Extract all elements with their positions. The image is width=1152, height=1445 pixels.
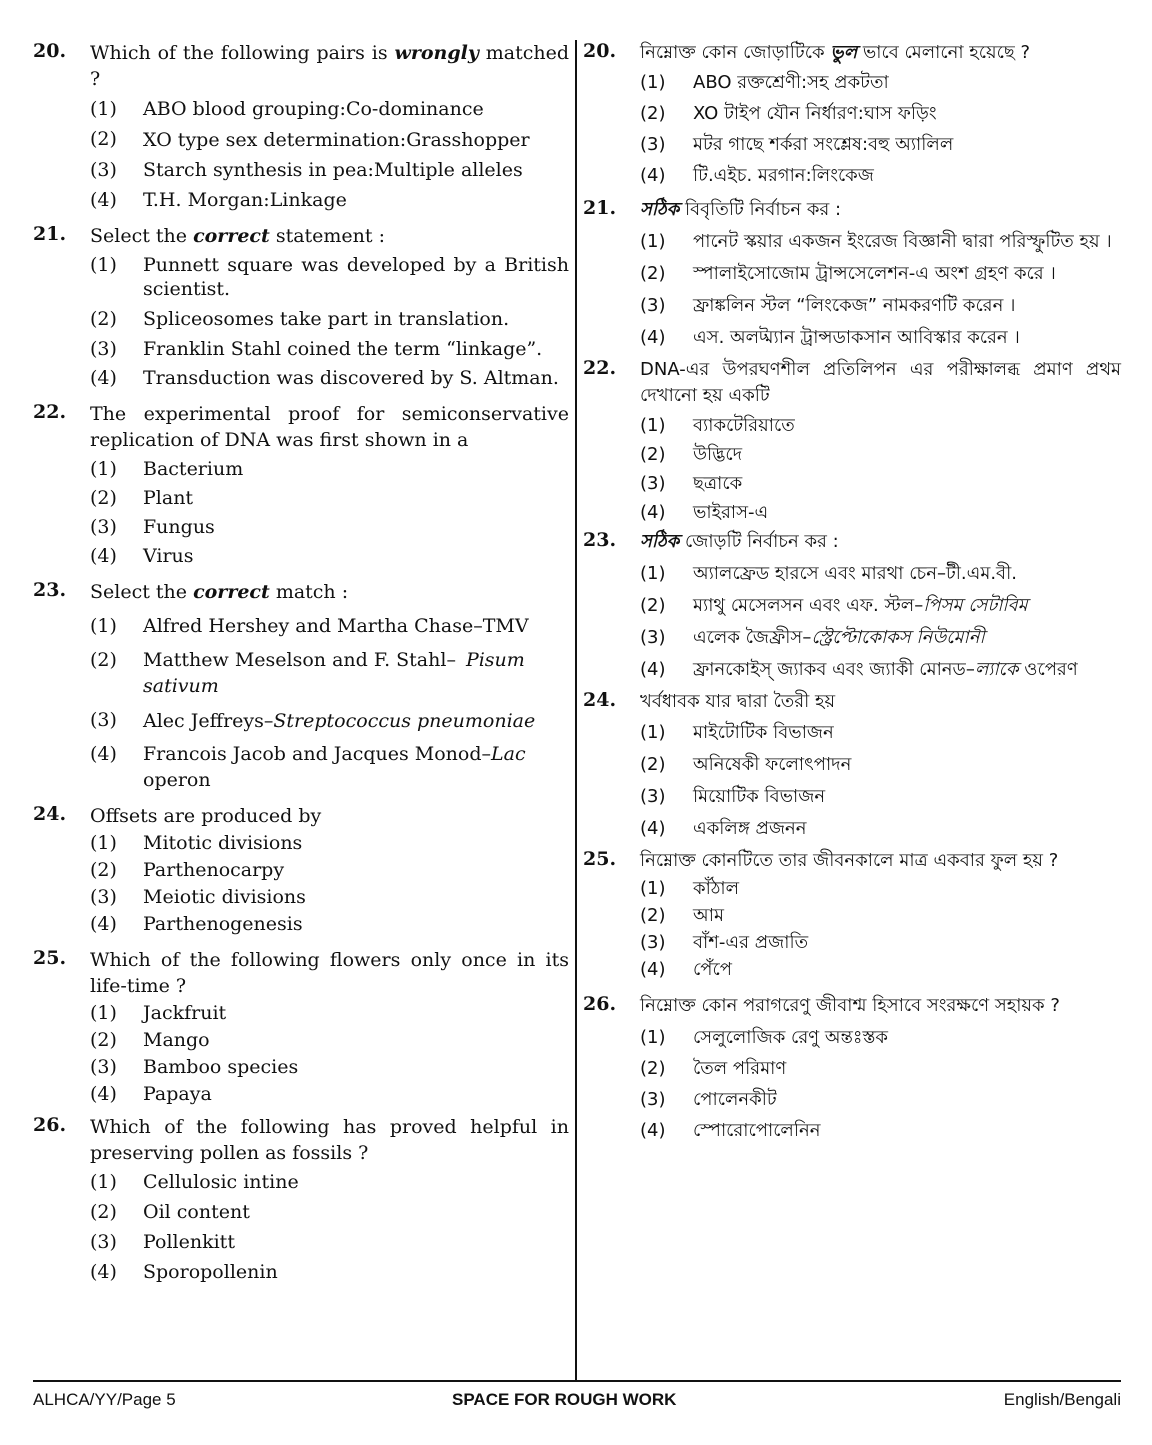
- option: (2) স্পালাইসোজোম ট্রান্সসেলেশন-এ অংশ গ্রহণ করে ।: [640, 263, 1056, 284]
- option: (1) Bacterium: [90, 458, 244, 480]
- question-text: সঠিক বিবৃতিটি নির্বাচন কর :: [640, 199, 842, 220]
- question-text: Which of the following pairs is wrongly matched ?: [90, 42, 569, 90]
- question-25-en: [33, 947, 569, 1107]
- option: (2) Plant: [90, 487, 194, 509]
- option: (2) Matthew Meselson and F. Stahl– Pisum sativum: [90, 649, 525, 697]
- option: (3) Franklin Stahl coined the term “linkage”.: [90, 338, 543, 360]
- question-21-en: [33, 223, 569, 391]
- language-label: English/Bengali: [1003, 1390, 1121, 1409]
- bengali-column: [583, 40, 1121, 1144]
- question-26-en: [33, 1114, 569, 1285]
- option: (1) মাইটোটিক বিভাজন: [640, 722, 834, 743]
- question-text: নিম্নোক্ত কোনটিতে তার জীবনকালে মাত্র একবার ফুল হয় ?: [640, 850, 1059, 871]
- option: (2) Parthenocarpy: [90, 859, 285, 881]
- option: (3) এলেক জৈফ্রীস–স্ট্রেপ্টোকোকস নিউমোনী: [640, 627, 985, 648]
- question-number: 23.: [33, 579, 67, 601]
- option: (1) Punnett square was developed by a British scientist.: [90, 254, 569, 300]
- option: (1) সেলুলোজিক রেণু অন্তঃস্তক: [640, 1027, 888, 1048]
- question-number: 24.: [33, 803, 67, 825]
- option: (3) মিয়োটিক বিভাজন: [640, 786, 826, 807]
- option: (1) Mitotic divisions: [90, 832, 303, 854]
- option: (4) Francois Jacob and Jacques Monod–Lac operon: [90, 743, 526, 791]
- question-22-bn: [583, 357, 1121, 526]
- option: (3) Starch synthesis in pea:Multiple alleles: [90, 159, 523, 181]
- page-code: ALHCA/YY/Page 5: [33, 1390, 176, 1409]
- option: (4) ভাইরাস-এ: [640, 502, 769, 523]
- question-number: 20.: [583, 40, 617, 62]
- question-22-en: [33, 401, 569, 569]
- column-divider: [575, 40, 577, 1380]
- question-number: 25.: [33, 947, 67, 969]
- english-column: [33, 40, 569, 1285]
- question-number: 21.: [33, 223, 67, 245]
- question-number: 25.: [583, 848, 617, 870]
- option: (3) Meiotic divisions: [90, 886, 306, 908]
- option: (4) পেঁপে: [640, 959, 732, 980]
- option: (4) Parthenogenesis: [90, 913, 303, 935]
- option: (3) ছত্রাকে: [640, 473, 743, 494]
- option: (1) কাঁঠাল: [640, 878, 740, 899]
- option: (3) Pollenkitt: [90, 1231, 235, 1253]
- question-text: Offsets are produced by: [90, 805, 322, 827]
- option: (1) Cellulosic intine: [90, 1171, 299, 1193]
- option: (2) Mango: [90, 1029, 210, 1051]
- option: (4) স্পোরোপোলেনিন: [640, 1120, 821, 1141]
- option: (1) পানেট স্কয়ার একজন ইংরেজ বিজ্ঞানী দ্বারা পরিস্ফুটিত হয় ।: [640, 231, 1112, 252]
- option: (2) আম: [640, 905, 724, 926]
- question-text: Select the correct match :: [90, 581, 349, 603]
- question-text: নিম্নোক্ত কোন জোড়াটিকে ভুল ভাবে মেলানো হয়েছে ?: [640, 42, 1031, 63]
- option: (4) T.H. Morgan:Linkage: [90, 189, 347, 211]
- option: (3) বাঁশ-এর প্রজাতি: [640, 932, 809, 953]
- option: (1) ABO রক্তশ্রেণী:সহ প্রকটতা: [640, 72, 889, 93]
- option: (1) ABO blood grouping:Co-dominance: [90, 98, 484, 120]
- question-text: Which of the following flowers only once in its life-time ?: [90, 949, 569, 997]
- question-number: 24.: [583, 689, 617, 711]
- option: (4) ফ্রানকোইস্ জ্যাকব এবং জ্যাকী মোনড–ল্যাকে ওপেরণ: [640, 659, 1078, 680]
- question-24-bn: [583, 689, 1121, 842]
- question-number: 22.: [33, 401, 67, 423]
- question-number: 26.: [33, 1114, 67, 1136]
- question-text: খর্বধাবক যার দ্বারা তৈরী হয়: [640, 691, 836, 712]
- option: (3) পোলেনকীট: [640, 1089, 777, 1110]
- footer-rule: [33, 1380, 1121, 1382]
- question-number: 20.: [33, 40, 67, 62]
- question-text: সঠিক জোড়টি নির্বাচন কর :: [640, 531, 839, 552]
- option: (2) XO টাইপ যৌন নির্ধারণ:ঘাস ফড়িং: [640, 103, 937, 124]
- option: (1) ব্যাকটেরিয়াতে: [640, 415, 795, 436]
- question-20-bn: [583, 40, 1121, 189]
- option: (3) Alec Jeffreys–Streptococcus pneumoniae: [90, 709, 536, 732]
- question-26-bn: [583, 993, 1121, 1144]
- option: (2) Oil content: [90, 1201, 250, 1223]
- question-20-en: [33, 40, 569, 213]
- option: (2) ম্যাথু মেসেলসন এবং এফ. স্টল–পিসম সেটাবিম: [640, 595, 1028, 616]
- question-text: DNA-এর উপরঘণশীল প্রতিলিপন এর পরীক্ষালব্ধ প্রমাণ প্রথম দেখানো হয় একটি: [640, 359, 1121, 406]
- option: (1) অ্যালফ্রেড হারসে এবং মারথা চেন–টী.এম.বী.: [640, 563, 1017, 584]
- option: (4) টি.এইচ. মরগান:লিংকেজ: [640, 165, 874, 186]
- question-23-bn: [583, 529, 1121, 683]
- option: (2) উদ্ভিদে: [640, 444, 743, 465]
- option: (3) Fungus: [90, 516, 215, 538]
- option: (4) Transduction was discovered by S. Altman.: [90, 367, 559, 389]
- option: (2) Spliceosomes take part in translation.: [90, 308, 510, 330]
- question-number: 22.: [583, 357, 617, 379]
- question-text: Which of the following has proved helpful in preserving pollen as fossils ?: [90, 1116, 569, 1164]
- question-text: Select the correct statement :: [90, 225, 385, 247]
- option: (4) Sporopollenin: [90, 1261, 278, 1283]
- question-25-bn: [583, 848, 1121, 983]
- option: (4) Virus: [90, 545, 194, 567]
- question-number: 26.: [583, 993, 617, 1015]
- option: (3) Bamboo species: [90, 1056, 299, 1078]
- option: (3) মটর গাছে শর্করা সংশ্লেষ:বহু অ্যালিল: [640, 134, 954, 155]
- question-text: The experimental proof for semiconservative replication of DNA was first shown in a: [90, 403, 569, 451]
- question-24-en: [33, 803, 569, 937]
- option: (2) অনিষেকী ফলোৎপাদন: [640, 754, 852, 775]
- option: (1) Jackfruit: [90, 1002, 227, 1024]
- option: (3) ফ্রাঙ্কলিন স্টল “লিংকেজ” নামকরণটি করেন ।: [640, 295, 1016, 316]
- question-number: 21.: [583, 197, 617, 219]
- option: (2) XO type sex determination:Grasshopper: [90, 128, 530, 151]
- option: (4) Papaya: [90, 1083, 212, 1105]
- rough-work-label: SPACE FOR ROUGH WORK: [452, 1390, 677, 1409]
- option: (2) তৈল পরিমাণ: [640, 1058, 787, 1079]
- question-text: নিম্নোক্ত কোন পরাগরেণু জীবাশ্ম হিসাবে সংরক্ষণে সহায়ক ?: [640, 995, 1060, 1016]
- option: (4) এস. অলট্ম্যান ট্রান্সডাকসান আবিস্কার করেন ।: [640, 327, 1020, 348]
- question-21-bn: [583, 197, 1121, 351]
- question-23-en: [33, 579, 569, 793]
- option: (4) একলিঙ্গ প্রজনন: [640, 818, 807, 839]
- question-number: 23.: [583, 529, 617, 551]
- option: (1) Alfred Hershey and Martha Chase–TMV: [90, 615, 529, 637]
